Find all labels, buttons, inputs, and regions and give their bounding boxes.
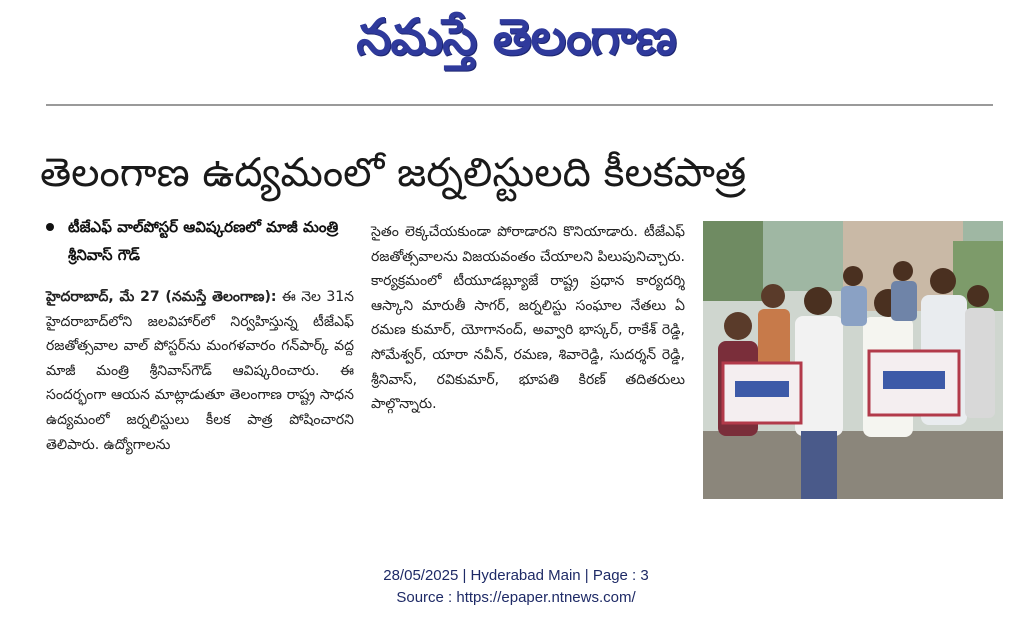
masthead-title: నమస్తే తెలంగాణ bbox=[356, 8, 676, 66]
bullet-icon bbox=[46, 223, 54, 231]
footer-edition-info: 28/05/2025 | Hyderabad Main | Page : 3 bbox=[383, 567, 649, 584]
article-text-middle: సైతం లెక్కచేయకుండా పోరాడారని కొనియాడారు. టీజేఎఫ్ రజతోత్సవాలను విజయవంతం చేయాలని పిలుపునిచ్చారు. కార్యక్రమంలో టీయూడబ్ల్యూజే రాష్ట్ర ప్రధాన కార్యదర్శి ఆస్కాని మారుతీ సాగర్, జర్నలిస్టు సంఘాల నేతలు ఏ రమణ కుమార్, యోగానంద్, అవ్వారి భాస్కర్, రాకేశ్ రెడ్డి, సోమేశ్వర్, యారా నవీన్, రమణ, శివారెడ్డి, సుదర్శన్ రెడ్డి, శ్రీనివాస్, రవికుమార్, భూపతి కిరణ్ తదితరులు పాల్గొన్నారు. bbox=[371, 224, 685, 413]
article-text-left: ఈ నెల 31న హైదరాబాద్‌లోని జలవిహార్‌లో నిర్వహిస్తున్న టీజేఎఫ్ రజతోత్సవాల వాల్ పోస్టర్‌ను మంగళవారం గన్‌పార్క్ వద్ద మాజీ మంత్రి శ్రీనివాస్‌గౌడ్ ఆవిష్కరించారు. ఈ సందర్భంగా ఆయన మాట్లాడుతూ తెలంగాణ రాష్ట్ర సాధన ఉద్యమంలో జర్నలిస్టులు కీలక పాత్ర పోషించారని తెలిపారు. ఉద్యోగాలను bbox=[46, 289, 355, 453]
headline: తెలంగాణ ఉద్యమంలో జర్నలిస్టులది కీలకపాత్ర bbox=[40, 150, 747, 196]
highlight-text: టీజేఎఫ్ వాల్‌పోస్టర్ ఆవిష్కరణలో మాజీ మంత్రి శ్రీనివాస్ గౌడ్ bbox=[68, 218, 339, 264]
article-column-middle bbox=[371, 220, 685, 417]
masthead-divider bbox=[46, 104, 993, 106]
highlight-bullet bbox=[46, 213, 366, 269]
footer-source: Source : https://epaper.ntnews.com/ bbox=[396, 589, 636, 606]
article-column-left bbox=[46, 285, 354, 457]
news-photo bbox=[703, 221, 1003, 499]
article-dateline: హైదరాబాద్, మే 27 (నమస్తే తెలంగాణ): bbox=[46, 289, 277, 305]
